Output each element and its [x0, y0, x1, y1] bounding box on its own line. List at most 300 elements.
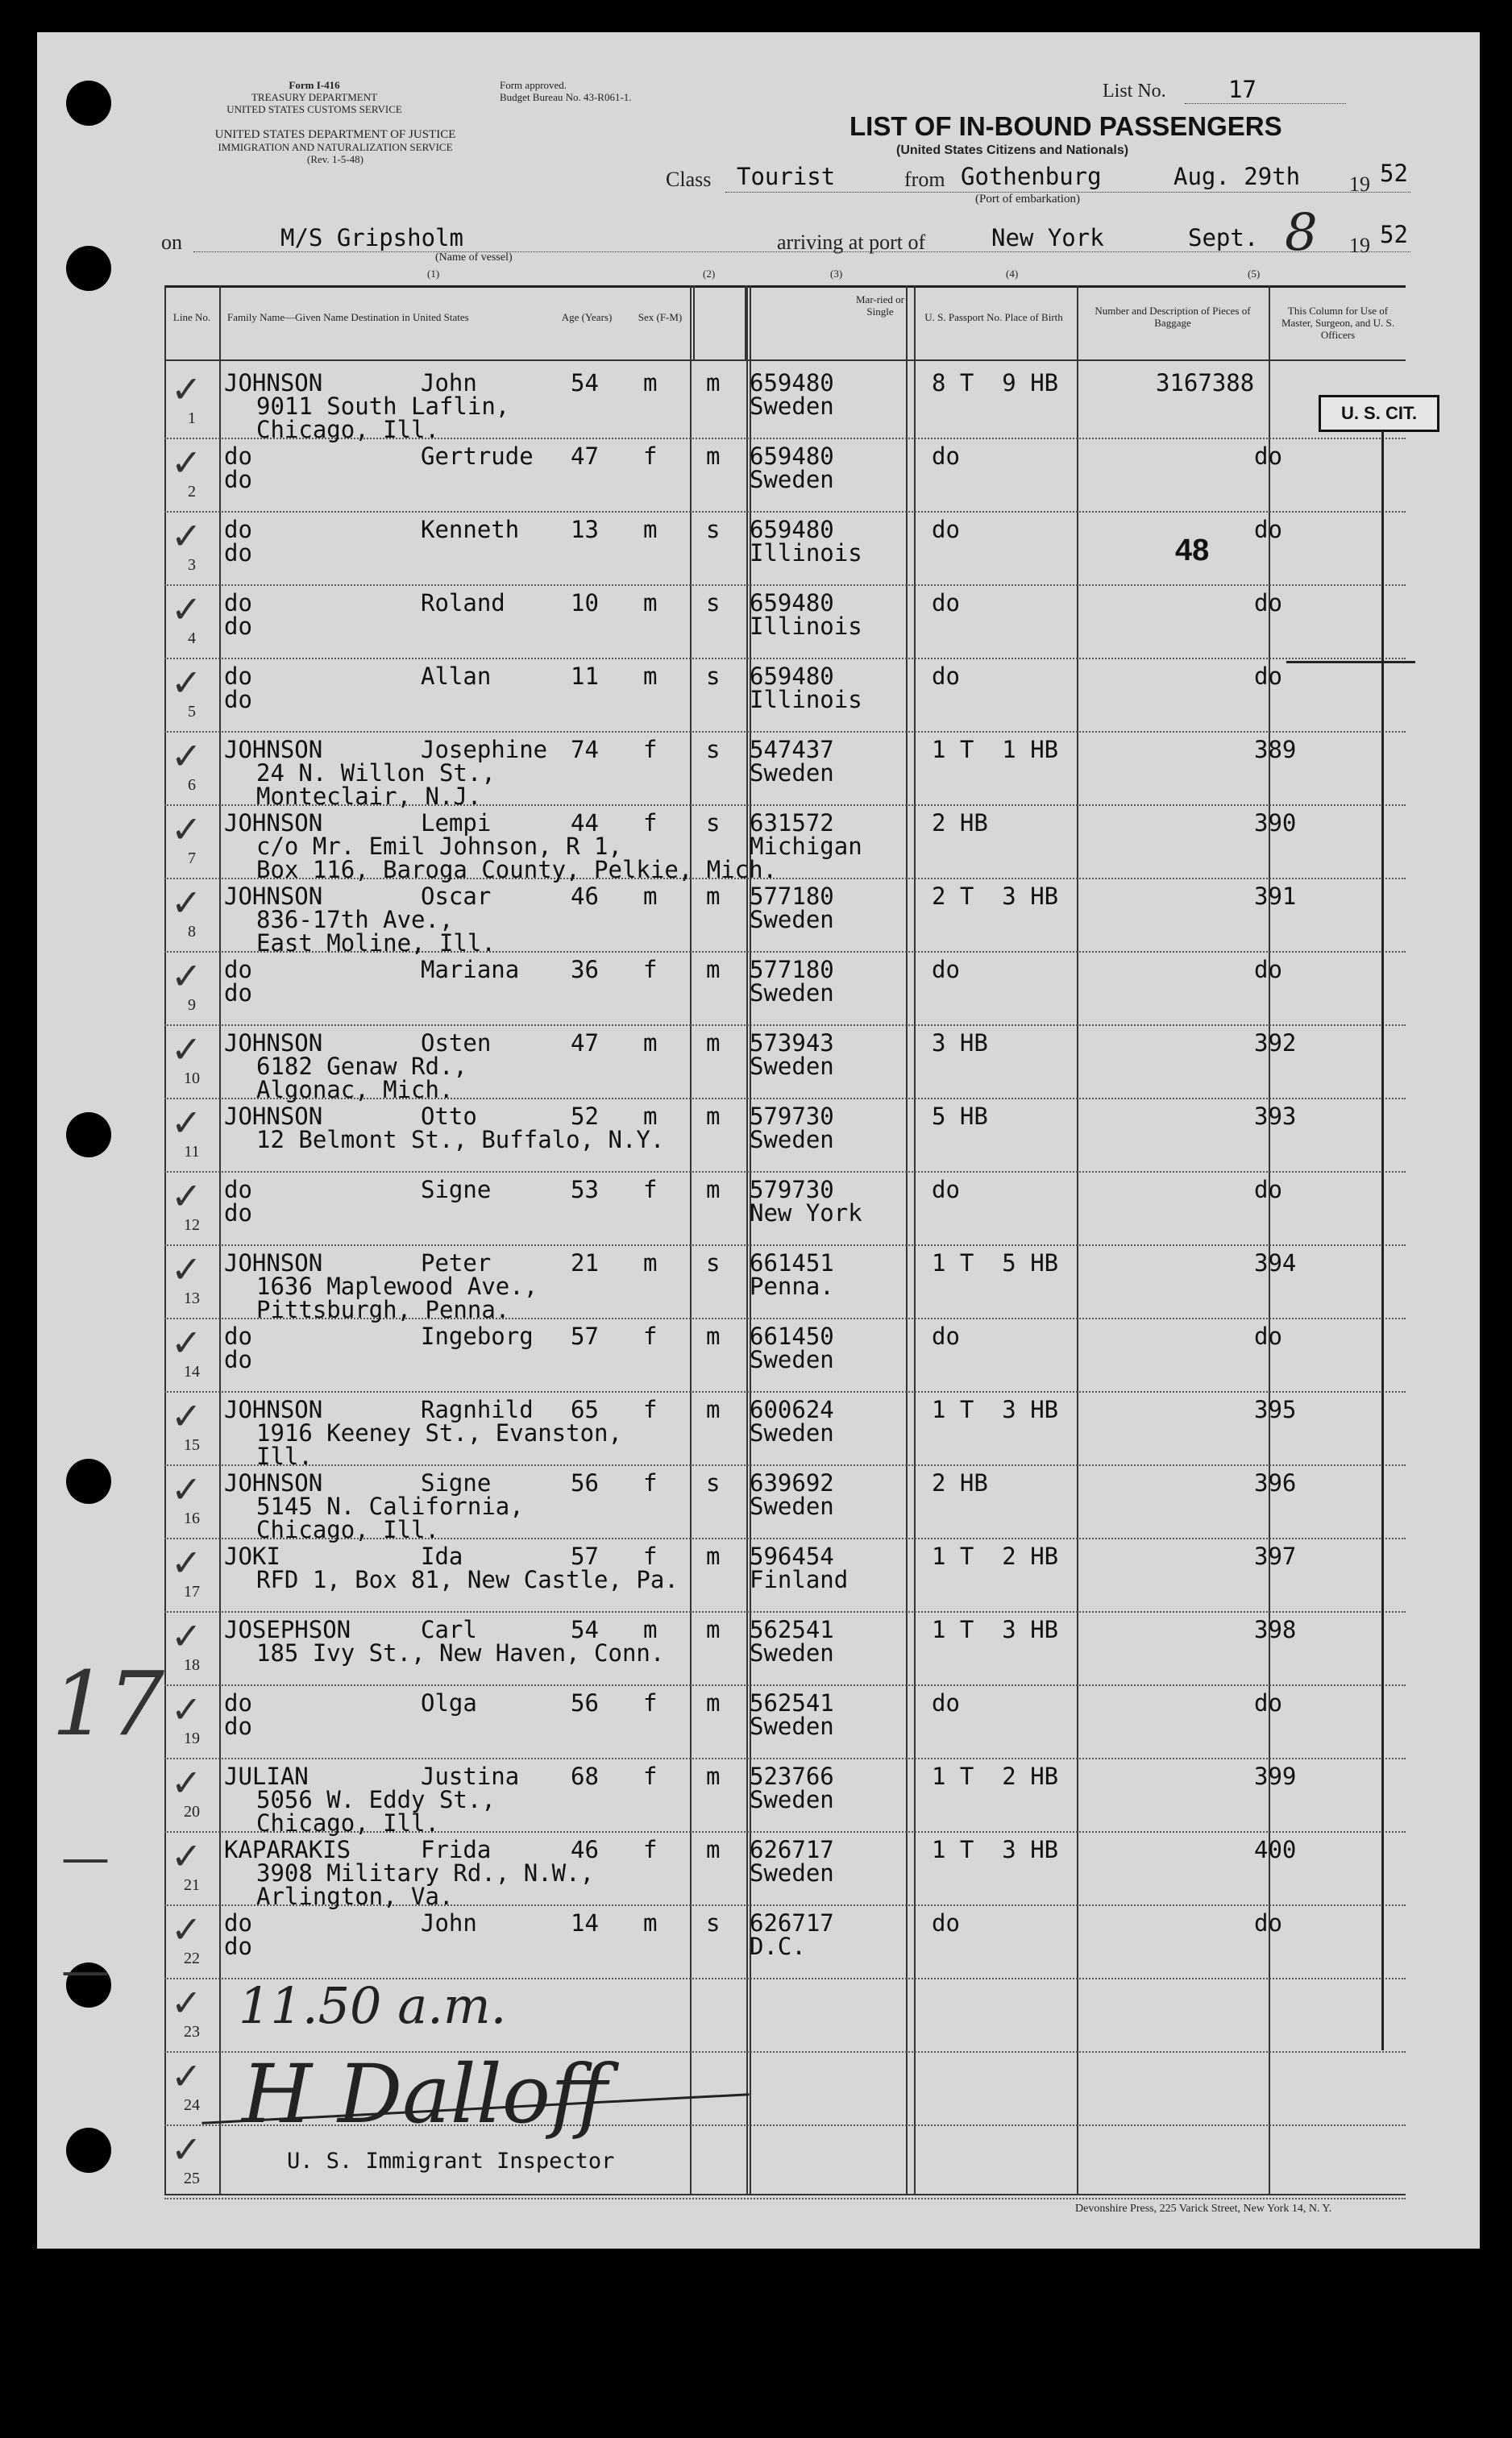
officer-notation: 395 [1254, 1396, 1297, 1423]
margin-number: 17 [52, 1652, 164, 1755]
passenger-address-line1: do [224, 1933, 252, 1960]
passenger-surname: JOHNSON [224, 1396, 323, 1423]
passport-number: 659480 [750, 589, 834, 617]
vessel-label: (Name of vessel) [435, 251, 513, 264]
year-1: 52 [1380, 160, 1408, 187]
place-of-birth: D.C. [750, 1933, 806, 1960]
passenger-address-line1: RFD 1, Box 81, New Castle, Pa. [256, 1566, 679, 1593]
form-approved: Form approved. [500, 79, 567, 91]
baggage-description: 1 T 2 HB [932, 1543, 1059, 1570]
col-num-5: (5) [1248, 268, 1261, 280]
row-rule [164, 1024, 1406, 1026]
passenger-address-line1: 9011 South Laflin, [256, 392, 510, 420]
from-label: from [904, 168, 945, 191]
margin-dash: — [61, 1942, 110, 1999]
passenger-given-name: Ingeborg [421, 1323, 534, 1350]
passenger-surname: do [224, 442, 252, 470]
check-mark: ✓ [171, 1321, 202, 1364]
passenger-address-line2: Chicago, Ill. [256, 416, 439, 443]
vessel-name: M/S Gripsholm [280, 224, 463, 251]
passport-number: 639692 [750, 1469, 834, 1497]
time-note: 11.50 a.m. [239, 1976, 507, 2035]
passenger-address-line1: 185 Ivy St., New Haven, Conn. [256, 1639, 665, 1667]
row-rule [164, 731, 1406, 733]
passenger-age: 14 [571, 1909, 599, 1937]
passenger-given-name: John [421, 1909, 477, 1937]
header-name: Family Name—Given Name Destination in United States [227, 311, 469, 323]
passenger-surname: JULIAN [224, 1763, 309, 1790]
arriving-label: arriving at port of [777, 231, 926, 254]
line-number: 15 [184, 1436, 200, 1454]
check-mark: ✓ [171, 1174, 202, 1218]
officer-notation: 391 [1254, 883, 1297, 910]
row-rule [164, 584, 1406, 586]
table-bottom-rule [164, 2194, 1406, 2195]
row-rule [164, 658, 1406, 659]
baggage-description: 2 T 3 HB [932, 883, 1059, 910]
passenger-age: 54 [571, 369, 599, 397]
passenger-address-line1: 5056 W. Eddy St., [256, 1786, 496, 1813]
officer-notation: do [1254, 1909, 1282, 1937]
row-rule [164, 1611, 1406, 1613]
officer-notation: 396 [1254, 1469, 1297, 1497]
passenger-address-line1: do [224, 466, 252, 493]
passenger-sex: f [643, 956, 658, 983]
passenger-given-name: Otto [421, 1103, 477, 1130]
treasury-dept: TREASURY DEPARTMENT [251, 91, 378, 103]
list-no-underline [1185, 103, 1346, 104]
passenger-marital-status: m [706, 1689, 721, 1717]
passenger-surname: JOHNSON [224, 736, 323, 763]
place-of-birth: Sweden [750, 1053, 834, 1080]
passenger-sex: f [643, 1763, 658, 1790]
passenger-sex: f [643, 1323, 658, 1350]
passenger-marital-status: s [706, 736, 721, 763]
baggage-description: do [932, 956, 960, 983]
officer-notation: 3167388 [1156, 369, 1255, 397]
justice-dept: UNITED STATES DEPARTMENT OF JUSTICE [214, 128, 456, 141]
officer-notation: 399 [1254, 1763, 1297, 1790]
place-of-birth: Illinois [750, 539, 862, 567]
check-mark: ✓ [171, 2054, 202, 2098]
list-no-label: List No. [1103, 81, 1166, 102]
row-rule [164, 511, 1406, 513]
check-mark: ✓ [171, 1908, 202, 1951]
passenger-age: 53 [571, 1176, 599, 1203]
check-mark: ✓ [171, 881, 202, 924]
passenger-given-name: Frida [421, 1836, 492, 1863]
form-approval [500, 79, 677, 103]
passenger-sex: f [643, 1689, 658, 1717]
port-embark-label: (Port of embarkation) [975, 193, 1080, 206]
line-number: 9 [188, 996, 196, 1014]
passenger-surname: do [224, 1176, 252, 1203]
baggage-description: 8 T 9 HB [932, 369, 1059, 397]
line-number: 23 [184, 2023, 200, 2041]
passport-number: 579730 [750, 1176, 834, 1203]
passenger-marital-status: m [706, 1543, 721, 1570]
page-subtitle: (United States Citizens and Nationals) [896, 143, 1129, 157]
passenger-sex: f [643, 1469, 658, 1497]
officer-notation: 392 [1254, 1029, 1297, 1057]
row-rule [164, 1171, 1406, 1173]
row-rule [164, 1464, 1406, 1466]
passenger-address-line2: Monteclair, N.J. [256, 783, 482, 810]
line-number: 25 [184, 2170, 200, 2187]
passenger-age: 47 [571, 1029, 599, 1057]
passenger-sex: f [643, 442, 658, 470]
col-rule [906, 285, 908, 2195]
count-mark: 48 [1175, 534, 1210, 567]
depart-date: Aug. 29th [1173, 163, 1301, 190]
from-value: Gothenburg [961, 163, 1102, 190]
binder-hole [66, 246, 111, 291]
binder-hole [66, 2128, 111, 2173]
passenger-marital-status: s [706, 809, 721, 837]
passenger-marital-status: s [706, 1909, 721, 1937]
baggage-description: do [932, 589, 960, 617]
passenger-marital-status: m [706, 1836, 721, 1863]
passport-number: 661450 [750, 1323, 834, 1350]
baggage-description: 1 T 2 HB [932, 1763, 1059, 1790]
passenger-marital-status: m [706, 1616, 721, 1643]
check-mark: ✓ [171, 1614, 202, 1658]
passenger-given-name: Signe [421, 1469, 492, 1497]
passenger-marital-status: m [706, 1396, 721, 1423]
passenger-address-line1: do [224, 686, 252, 713]
check-mark: ✓ [171, 514, 202, 558]
place-of-birth: Sweden [750, 979, 834, 1007]
passport-number: 661451 [750, 1249, 834, 1277]
class-line [725, 192, 1410, 193]
binder-hole [66, 81, 111, 126]
passenger-sex: f [643, 1396, 658, 1423]
passport-number: 562541 [750, 1689, 834, 1717]
place-of-birth: Illinois [750, 686, 862, 713]
passenger-age: 44 [571, 809, 599, 837]
passport-number: 577180 [750, 956, 834, 983]
passenger-marital-status: m [706, 1176, 721, 1203]
officer-notation: do [1254, 956, 1282, 983]
passenger-sex: m [643, 1103, 658, 1130]
passenger-address-line1: 1636 Maplewood Ave., [256, 1273, 538, 1300]
passenger-surname: JOHNSON [224, 1469, 323, 1497]
officer-notation: 390 [1254, 809, 1297, 837]
line-number: 12 [184, 1216, 200, 1234]
year-prefix-2: 19 [1349, 234, 1370, 257]
col-num-2: (2) [703, 268, 716, 280]
passenger-age: 56 [571, 1469, 599, 1497]
passenger-surname: JOHNSON [224, 1103, 323, 1130]
margin-dash: — [61, 1830, 110, 1886]
passenger-address-line2: Arlington, Va. [256, 1883, 454, 1910]
line-number: 24 [184, 2096, 200, 2114]
line-number: 3 [188, 556, 196, 574]
check-mark: ✓ [171, 1248, 202, 1291]
passenger-address-line1: 5145 N. California, [256, 1493, 524, 1520]
officer-notation: 393 [1254, 1103, 1297, 1130]
passenger-sex: f [643, 736, 658, 763]
passenger-given-name: Lempi [421, 809, 492, 837]
passenger-marital-status: s [706, 1469, 721, 1497]
passenger-address-line2: Ill. [256, 1443, 313, 1470]
check-mark: ✓ [171, 588, 202, 631]
arrival-day-handwritten: 8 [1285, 203, 1318, 263]
place-of-birth: Sweden [750, 759, 834, 787]
line-number: 7 [188, 849, 196, 867]
passenger-age: 57 [571, 1543, 599, 1570]
officer-notation: do [1254, 589, 1282, 617]
passport-number: 562541 [750, 1616, 834, 1643]
passenger-given-name: Peter [421, 1249, 492, 1277]
baggage-description: 3 HB [932, 1029, 988, 1057]
year-prefix-1: 19 [1349, 172, 1370, 196]
passenger-marital-status: m [706, 442, 721, 470]
line-number: 14 [184, 1363, 200, 1381]
passenger-address-line2: Algonac, Mich. [256, 1076, 454, 1103]
passenger-marital-status: m [706, 1103, 721, 1130]
passenger-sex: m [643, 1616, 658, 1643]
passenger-sex: f [643, 809, 658, 837]
passenger-given-name: Gertrude [421, 442, 534, 470]
place-of-birth: Penna. [750, 1273, 834, 1300]
place-of-birth: Illinois [750, 613, 862, 640]
passenger-sex: m [643, 662, 658, 690]
passenger-marital-status: s [706, 662, 721, 690]
customs-service: UNITED STATES CUSTOMS SERVICE [226, 103, 402, 115]
row-rule [164, 1684, 1406, 1686]
passport-number: 659480 [750, 662, 834, 690]
passenger-address-line1: do [224, 1199, 252, 1227]
passenger-address-line1: 1916 Keeney St., Evanston, [256, 1419, 622, 1447]
stamp-bracket-top [1286, 661, 1415, 663]
baggage-description: do [932, 1176, 960, 1203]
passport-number: 523766 [750, 1763, 834, 1790]
passenger-age: 11 [571, 662, 599, 690]
officer-notation: do [1254, 442, 1282, 470]
passenger-surname: KAPARAKIS [224, 1836, 351, 1863]
passenger-sex: f [643, 1176, 658, 1203]
revision: (Rev. 1-5-48) [307, 153, 363, 165]
header-baggage: Number and Description of Pieces of Baggage [1095, 305, 1251, 329]
passport-number: 596454 [750, 1543, 834, 1570]
form-number: Form I-416 [289, 79, 340, 91]
passenger-age: 57 [571, 1323, 599, 1350]
passenger-given-name: Signe [421, 1176, 492, 1203]
passenger-sex: f [643, 1543, 658, 1570]
passenger-age: 36 [571, 956, 599, 983]
passenger-age: 65 [571, 1396, 599, 1423]
header-age: Age (Years) [561, 311, 613, 323]
passenger-given-name: Roland [421, 589, 505, 617]
passenger-given-name: Osten [421, 1029, 492, 1057]
passenger-marital-status: s [706, 516, 721, 543]
passenger-sex: m [643, 883, 658, 910]
passenger-surname: do [224, 1689, 252, 1717]
passport-number: 626717 [750, 1836, 834, 1863]
place-of-birth: Sweden [750, 1493, 834, 1520]
passenger-address-line2: Pittsburgh, Penna. [256, 1296, 510, 1323]
passenger-given-name: Allan [421, 662, 492, 690]
place-of-birth: Sweden [750, 1639, 834, 1667]
check-mark: ✓ [171, 954, 202, 998]
passenger-address-line1: do [224, 613, 252, 640]
vessel-line [193, 251, 1410, 252]
check-mark: ✓ [171, 808, 202, 851]
line-number: 18 [184, 1656, 200, 1674]
passenger-age: 47 [571, 442, 599, 470]
passenger-age: 10 [571, 589, 599, 617]
passenger-given-name: Josephine [421, 736, 548, 763]
passenger-marital-status: s [706, 589, 721, 617]
stamp-bracket-line [1381, 430, 1384, 2050]
line-number: 4 [188, 629, 196, 647]
place-of-birth: Sweden [750, 906, 834, 933]
inspector-signature: H Dalloff [242, 2047, 608, 2141]
col-rule [746, 285, 748, 2195]
check-mark: ✓ [171, 734, 202, 778]
col-rule [914, 285, 916, 2195]
passport-number: 573943 [750, 1029, 834, 1057]
line-number: 6 [188, 776, 196, 794]
header-sex: Sex (F-M) [638, 311, 683, 323]
passenger-given-name: Oscar [421, 883, 492, 910]
line-number: 19 [184, 1730, 200, 1747]
place-of-birth: Sweden [750, 1786, 834, 1813]
check-mark: ✓ [171, 1468, 202, 1511]
passport-number: 659480 [750, 442, 834, 470]
baggage-description: 2 HB [932, 1469, 988, 1497]
form-agency-block [185, 79, 443, 115]
baggage-description: do [932, 662, 960, 690]
class-value: Tourist [737, 163, 836, 190]
passport-number: 659480 [750, 369, 834, 397]
check-mark: ✓ [171, 441, 202, 484]
passenger-age: 54 [571, 1616, 599, 1643]
baggage-description: do [932, 516, 960, 543]
passport-number: 600624 [750, 1396, 834, 1423]
officer-notation: do [1254, 1176, 1282, 1203]
passenger-address-line1: do [224, 1346, 252, 1373]
passenger-sex: m [643, 589, 658, 617]
passenger-surname: JOHNSON [224, 1249, 323, 1277]
list-no: 17 [1228, 76, 1257, 103]
col-rule [164, 285, 166, 2195]
passenger-surname: JOHNSON [224, 369, 323, 397]
passenger-given-name: Ragnhild [421, 1396, 534, 1423]
check-mark: ✓ [171, 1761, 202, 1805]
passenger-surname: JOHNSON [224, 1029, 323, 1057]
passenger-address-line1: do [224, 979, 252, 1007]
check-mark: ✓ [171, 1541, 202, 1584]
passport-number: 547437 [750, 736, 834, 763]
passenger-marital-status: m [706, 1029, 721, 1057]
place-of-birth: New York [750, 1199, 862, 1227]
line-number: 2 [188, 483, 196, 500]
place-of-birth: Michigan [750, 833, 862, 860]
passenger-address-line1: 3908 Military Rd., N.W., [256, 1859, 595, 1887]
passport-number: 659480 [750, 516, 834, 543]
place-of-birth: Sweden [750, 1346, 834, 1373]
officer-notation: 394 [1254, 1249, 1297, 1277]
row-rule [164, 1391, 1406, 1393]
year-2: 52 [1380, 221, 1408, 248]
line-number: 8 [188, 923, 196, 941]
table-header-rule [164, 359, 1406, 361]
passenger-surname: JOSEPHSON [224, 1616, 351, 1643]
passenger-sex: m [643, 516, 658, 543]
passenger-marital-status: m [706, 883, 721, 910]
passenger-marital-status: m [706, 369, 721, 397]
passenger-marital-status: m [706, 956, 721, 983]
passenger-given-name: Kenneth [421, 516, 520, 543]
passenger-age: 13 [571, 516, 599, 543]
place-of-birth: Finland [750, 1566, 849, 1593]
line-number: 20 [184, 1803, 200, 1821]
check-mark: ✓ [171, 661, 202, 704]
passenger-age: 68 [571, 1763, 599, 1790]
arrival-port: New York [991, 224, 1104, 251]
baggage-description: 1 T 1 HB [932, 736, 1059, 763]
col-rule [690, 285, 692, 2195]
line-number: 5 [188, 703, 196, 721]
officer-notation: do [1254, 516, 1282, 543]
passenger-address-line1: do [224, 539, 252, 567]
col-rule [219, 285, 221, 2195]
line-number: 21 [184, 1876, 200, 1894]
col-num-1: (1) [427, 268, 440, 280]
passenger-table [164, 285, 1406, 2195]
passenger-surname: do [224, 589, 252, 617]
header-officers: This Column for Use of Master, Surgeon, and U. S. Officers [1281, 305, 1395, 341]
passenger-address-line2: East Moline, Ill. [256, 929, 496, 957]
header-line-no: Line No. [172, 311, 211, 323]
passenger-given-name: Justina [421, 1763, 520, 1790]
line-number: 22 [184, 1950, 200, 1967]
passenger-surname: do [224, 662, 252, 690]
passenger-age: 56 [571, 1689, 599, 1717]
passenger-sex: m [643, 1029, 658, 1057]
check-mark: ✓ [171, 1028, 202, 1071]
check-mark: ✓ [171, 368, 202, 411]
passenger-given-name: John [421, 369, 477, 397]
passenger-address-line1: c/o Mr. Emil Johnson, R 1, [256, 833, 622, 860]
passenger-surname: do [224, 1909, 252, 1937]
line-number: 13 [184, 1290, 200, 1307]
line-number: 17 [184, 1583, 200, 1601]
passenger-address-line1: 6182 Genaw Rd., [256, 1053, 467, 1080]
passenger-marital-status: s [706, 1249, 721, 1277]
passport-number: 626717 [750, 1909, 834, 1937]
passenger-sex: m [643, 1249, 658, 1277]
passenger-surname: do [224, 956, 252, 983]
baggage-description: 1 T 3 HB [932, 1836, 1059, 1863]
arrival-date: Sept. [1188, 224, 1259, 251]
passenger-surname: JOHNSON [224, 883, 323, 910]
baggage-description: do [932, 1323, 960, 1350]
passport-number: 579730 [750, 1103, 834, 1130]
place-of-birth: Sweden [750, 392, 834, 420]
passenger-surname: JOHNSON [224, 809, 323, 837]
col-num-4: (4) [1006, 268, 1019, 280]
passenger-sex: m [643, 369, 658, 397]
us-citizen-stamp: U. S. CIT. [1319, 395, 1439, 432]
officer-notation: 398 [1254, 1616, 1297, 1643]
col-rule [1077, 285, 1078, 2195]
binder-hole [66, 1459, 111, 1504]
inspector-title: U. S. Immigrant Inspector [287, 2149, 615, 2174]
line-number: 11 [184, 1143, 200, 1161]
